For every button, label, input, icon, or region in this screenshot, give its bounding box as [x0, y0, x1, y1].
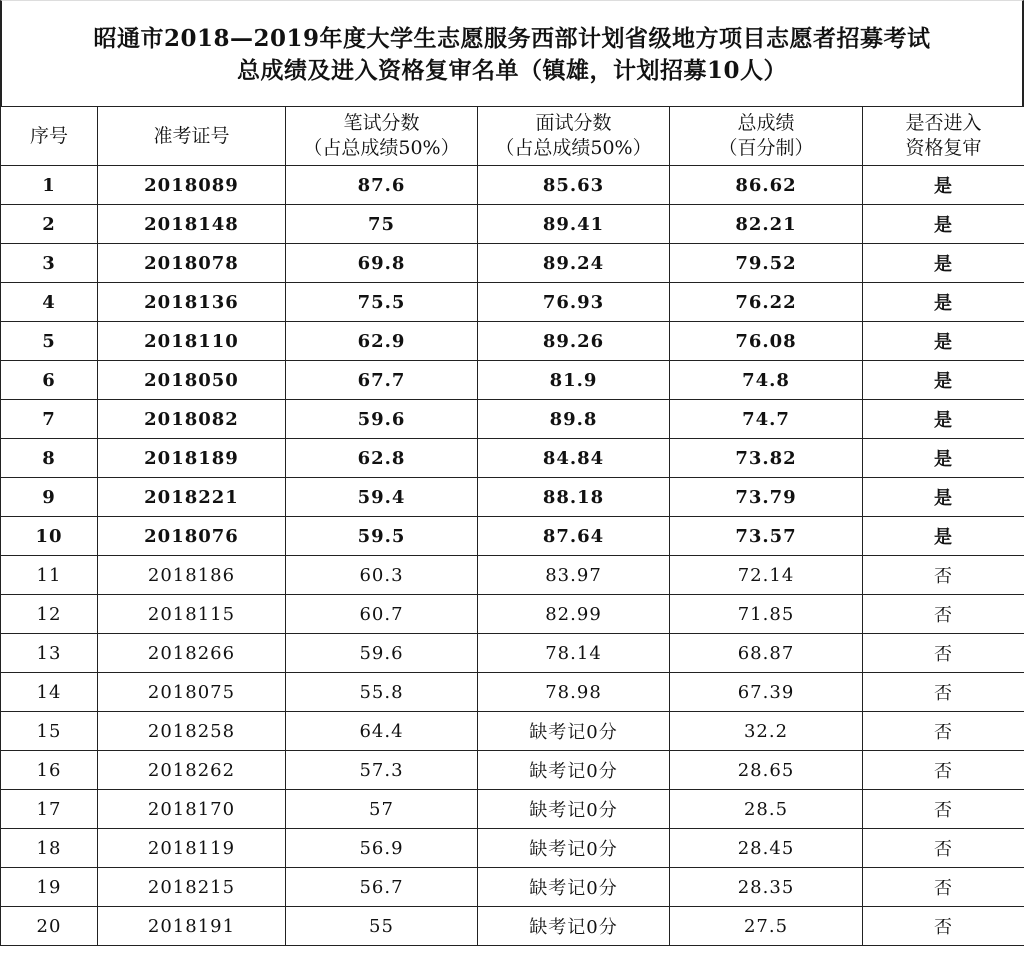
table-body	[1, 166, 1024, 946]
header-review	[863, 107, 1024, 166]
cell-written-score: 57.3	[286, 751, 478, 790]
cell-total-score: 68.87	[670, 634, 863, 673]
cell-exam-id: 2018221	[98, 478, 286, 517]
header-written-line1: 笔试分数	[343, 112, 420, 134]
table-row	[1, 244, 1024, 283]
cell-interview-score: 81.9	[478, 361, 670, 400]
cell-exam-id: 2018050	[98, 361, 286, 400]
cell-seq: 19	[1, 868, 98, 907]
cell-written-score: 67.7	[286, 361, 478, 400]
table-row	[1, 361, 1024, 400]
cell-seq: 10	[1, 517, 98, 556]
cell-written-score: 59.6	[286, 634, 478, 673]
cell-total-score: 28.45	[670, 829, 863, 868]
cell-interview-score: 89.26	[478, 322, 670, 361]
cell-seq: 14	[1, 673, 98, 712]
cell-written-score: 56.7	[286, 868, 478, 907]
cell-interview-score: 84.84	[478, 439, 670, 478]
title-line-2: 总成绩及进入资格复审名单（镇雄，计划招募10人）	[236, 57, 787, 84]
cell-exam-id: 2018266	[98, 634, 286, 673]
cell-interview-score: 89.24	[478, 244, 670, 283]
cell-total-score: 28.65	[670, 751, 863, 790]
cell-review-status: 是	[863, 244, 1024, 283]
cell-written-score: 56.9	[286, 829, 478, 868]
cell-written-score: 55	[286, 907, 478, 946]
cell-seq: 9	[1, 478, 98, 517]
cell-written-score: 75.5	[286, 283, 478, 322]
cell-seq: 8	[1, 439, 98, 478]
header-interview	[478, 107, 670, 166]
cell-exam-id: 2018082	[98, 400, 286, 439]
cell-written-score: 69.8	[286, 244, 478, 283]
cell-exam-id: 2018075	[98, 673, 286, 712]
cell-total-score: 28.35	[670, 868, 863, 907]
cell-review-status: 是	[863, 166, 1024, 205]
cell-total-score: 82.21	[670, 205, 863, 244]
cell-seq: 5	[1, 322, 98, 361]
cell-interview-score: 89.41	[478, 205, 670, 244]
cell-seq: 20	[1, 907, 98, 946]
cell-interview-score: 缺考记0分	[478, 829, 670, 868]
cell-interview-score: 85.63	[478, 166, 670, 205]
table-header-row	[1, 107, 1024, 166]
cell-review-status: 否	[863, 829, 1024, 868]
cell-written-score: 60.7	[286, 595, 478, 634]
cell-exam-id: 2018262	[98, 751, 286, 790]
cell-review-status: 否	[863, 673, 1024, 712]
document-title	[0, 0, 1024, 106]
cell-seq: 6	[1, 361, 98, 400]
header-seq	[1, 107, 98, 166]
cell-exam-id: 2018119	[98, 829, 286, 868]
cell-interview-score: 89.8	[478, 400, 670, 439]
cell-interview-score: 缺考记0分	[478, 868, 670, 907]
cell-seq: 12	[1, 595, 98, 634]
cell-written-score: 60.3	[286, 556, 478, 595]
cell-total-score: 86.62	[670, 166, 863, 205]
cell-written-score: 62.9	[286, 322, 478, 361]
table-row	[1, 439, 1024, 478]
cell-review-status: 否	[863, 595, 1024, 634]
cell-seq: 1	[1, 166, 98, 205]
cell-total-score: 76.08	[670, 322, 863, 361]
cell-total-score: 72.14	[670, 556, 863, 595]
cell-exam-id: 2018136	[98, 283, 286, 322]
cell-seq: 7	[1, 400, 98, 439]
header-seq-label: 序号	[29, 124, 68, 147]
cell-exam-id: 2018076	[98, 517, 286, 556]
cell-exam-id: 2018186	[98, 556, 286, 595]
header-written	[286, 107, 478, 166]
cell-review-status: 是	[863, 205, 1024, 244]
cell-exam-id: 2018110	[98, 322, 286, 361]
cell-written-score: 59.5	[286, 517, 478, 556]
cell-exam-id: 2018215	[98, 868, 286, 907]
cell-review-status: 是	[863, 361, 1024, 400]
header-review-line2: 资格复审	[905, 137, 982, 159]
cell-interview-score: 87.64	[478, 517, 670, 556]
cell-seq: 15	[1, 712, 98, 751]
cell-written-score: 57	[286, 790, 478, 829]
cell-review-status: 是	[863, 400, 1024, 439]
cell-total-score: 76.22	[670, 283, 863, 322]
cell-exam-id: 2018170	[98, 790, 286, 829]
header-total-line2: （百分制）	[718, 137, 814, 159]
table-row	[1, 634, 1024, 673]
title-line-1: 昭通市2018—2019年度大学生志愿服务西部计划省级地方项目志愿者招募考试	[93, 25, 931, 52]
cell-interview-score: 缺考记0分	[478, 790, 670, 829]
header-review-line1: 是否进入	[905, 112, 982, 134]
table-row	[1, 673, 1024, 712]
table-row	[1, 478, 1024, 517]
cell-total-score: 27.5	[670, 907, 863, 946]
cell-review-status: 是	[863, 517, 1024, 556]
table-row	[1, 829, 1024, 868]
table-row	[1, 751, 1024, 790]
cell-interview-score: 缺考记0分	[478, 712, 670, 751]
header-interview-line2: （占总成绩50%）	[495, 137, 652, 159]
table-row	[1, 400, 1024, 439]
cell-seq: 11	[1, 556, 98, 595]
cell-review-status: 是	[863, 322, 1024, 361]
cell-interview-score: 缺考记0分	[478, 907, 670, 946]
table-row	[1, 556, 1024, 595]
table-row	[1, 205, 1024, 244]
cell-exam-id: 2018148	[98, 205, 286, 244]
table-row	[1, 595, 1024, 634]
cell-total-score: 71.85	[670, 595, 863, 634]
header-total	[670, 107, 863, 166]
cell-interview-score: 缺考记0分	[478, 751, 670, 790]
cell-review-status: 否	[863, 634, 1024, 673]
cell-exam-id: 2018078	[98, 244, 286, 283]
table-row	[1, 283, 1024, 322]
header-interview-line1: 面试分数	[535, 112, 612, 134]
score-table	[0, 106, 1024, 946]
cell-total-score: 73.82	[670, 439, 863, 478]
header-exam-id-label: 准考证号	[153, 124, 230, 147]
cell-interview-score: 88.18	[478, 478, 670, 517]
cell-exam-id: 2018189	[98, 439, 286, 478]
cell-review-status: 否	[863, 556, 1024, 595]
cell-review-status: 是	[863, 439, 1024, 478]
header-written-line2: （占总成绩50%）	[303, 137, 460, 159]
cell-seq: 4	[1, 283, 98, 322]
cell-total-score: 67.39	[670, 673, 863, 712]
cell-total-score: 73.57	[670, 517, 863, 556]
header-total-line1: 总成绩	[737, 112, 795, 134]
table-row	[1, 712, 1024, 751]
cell-written-score: 87.6	[286, 166, 478, 205]
table-row	[1, 166, 1024, 205]
cell-seq: 16	[1, 751, 98, 790]
cell-total-score: 74.7	[670, 400, 863, 439]
cell-review-status: 否	[863, 907, 1024, 946]
cell-total-score: 28.5	[670, 790, 863, 829]
cell-seq: 2	[1, 205, 98, 244]
cell-exam-id: 2018115	[98, 595, 286, 634]
cell-interview-score: 83.97	[478, 556, 670, 595]
cell-review-status: 否	[863, 868, 1024, 907]
cell-written-score: 75	[286, 205, 478, 244]
cell-total-score: 79.52	[670, 244, 863, 283]
cell-review-status: 否	[863, 751, 1024, 790]
cell-interview-score: 76.93	[478, 283, 670, 322]
cell-interview-score: 78.98	[478, 673, 670, 712]
table-row	[1, 907, 1024, 946]
cell-seq: 17	[1, 790, 98, 829]
table-row	[1, 868, 1024, 907]
cell-exam-id: 2018191	[98, 907, 286, 946]
cell-exam-id: 2018089	[98, 166, 286, 205]
cell-review-status: 否	[863, 712, 1024, 751]
cell-interview-score: 82.99	[478, 595, 670, 634]
header-exam-id	[98, 107, 286, 166]
cell-total-score: 74.8	[670, 361, 863, 400]
cell-seq: 18	[1, 829, 98, 868]
cell-review-status: 是	[863, 478, 1024, 517]
table-row	[1, 790, 1024, 829]
cell-review-status: 是	[863, 283, 1024, 322]
cell-seq: 3	[1, 244, 98, 283]
cell-written-score: 59.6	[286, 400, 478, 439]
cell-exam-id: 2018258	[98, 712, 286, 751]
cell-review-status: 否	[863, 790, 1024, 829]
cell-written-score: 55.8	[286, 673, 478, 712]
cell-written-score: 59.4	[286, 478, 478, 517]
cell-written-score: 64.4	[286, 712, 478, 751]
cell-seq: 13	[1, 634, 98, 673]
cell-total-score: 32.2	[670, 712, 863, 751]
cell-total-score: 73.79	[670, 478, 863, 517]
cell-written-score: 62.8	[286, 439, 478, 478]
cell-interview-score: 78.14	[478, 634, 670, 673]
table-row	[1, 517, 1024, 556]
table-row	[1, 322, 1024, 361]
